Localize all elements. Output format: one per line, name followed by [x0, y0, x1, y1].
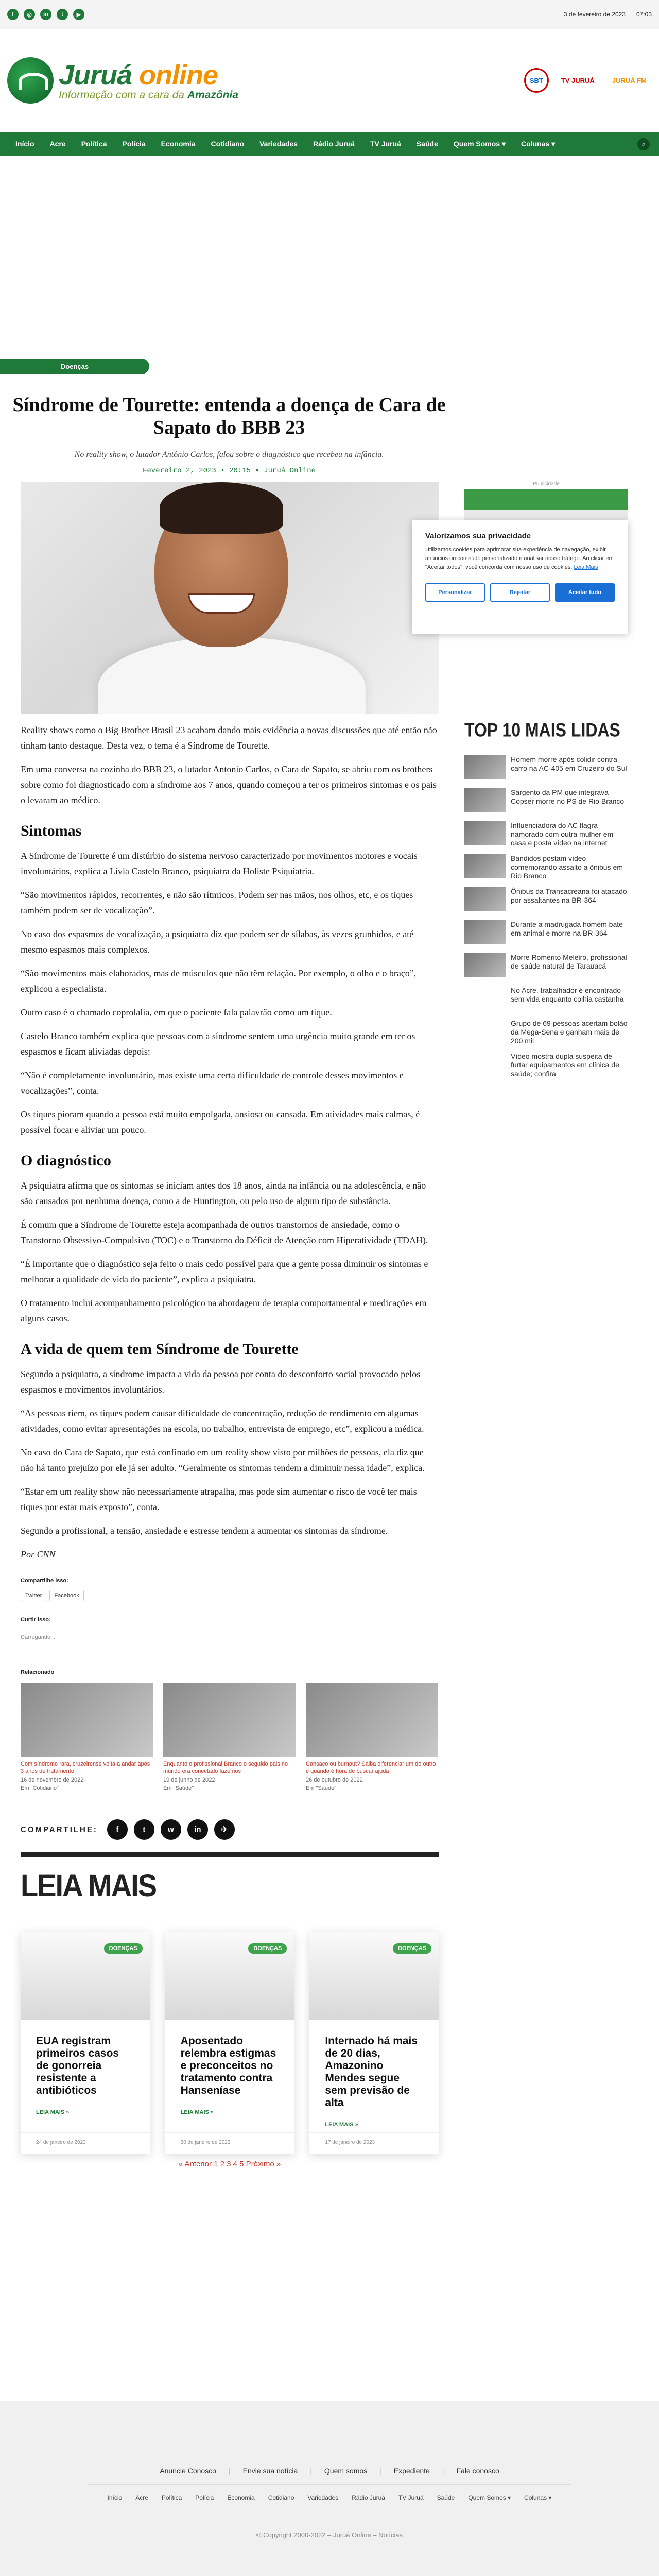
read-more-link[interactable]: LEIA MAIS »	[180, 2109, 214, 2115]
nav-item-radio[interactable]: Rádio Juruá	[313, 140, 355, 148]
shirt-shape	[98, 637, 366, 714]
linkedin-icon[interactable]: in	[40, 9, 51, 20]
paragraph: “Estar em um reality show não necessariamente atrapalha, mas pode sim aumentar o risco de você ter mais tiques por estar mais exposto”, conta.	[21, 1486, 417, 1512]
date-time	[564, 11, 652, 18]
list-thumbnail[interactable]	[464, 788, 506, 812]
hero-image	[21, 482, 439, 714]
section-heading: Sintomas	[21, 822, 82, 839]
footer-link[interactable]: Anuncie Conosco	[160, 2467, 216, 2475]
related-date: 19 de junho de 2022	[163, 1777, 215, 1783]
read-more-link[interactable]: LEIA MAIS »	[325, 2122, 358, 2128]
article-body	[21, 482, 439, 2168]
related-title[interactable]: Cansaço ou burnout? Saiba diferenciar um do outro e quando é hora de buscar ajuda	[306, 1761, 436, 1774]
footer-link[interactable]: Envie sua notícia	[242, 2467, 298, 2475]
card-title[interactable]: Internado há mais de 20 dias, Amazonino Mendes segue sem previsão de alta	[325, 2035, 418, 2109]
related-item[interactable]	[163, 1683, 296, 1791]
paragraph: “Não é completamente involuntário, mas existe uma certa dificuldade de controle desses movimentos e vocalizações”, conta.	[21, 1070, 404, 1096]
paragraph: Castelo Branco também explica que pessoas com a síndrome sentem uma urgência muito grande em ter os espasmos e ficam aliviadas depois:	[21, 1031, 415, 1057]
current-date: 3 de fevereiro de 2023	[563, 11, 626, 18]
paragraph: “São movimentos rápidos, recorrentes, e não são rítmicos. Podem ser nas mãos, nos olhos, etc, e os tiques também podem ser de vocalização”.	[21, 890, 413, 916]
list-item[interactable]	[464, 953, 628, 979]
ad-label: Publicidade	[533, 481, 560, 487]
list-item-title[interactable]: No Acre, trabalhador é encontrado sem vida enquanto colhia castanha	[511, 986, 624, 1003]
nav-item-economia[interactable]: Economia	[161, 140, 196, 148]
cookie-text	[425, 546, 615, 572]
list-item-title[interactable]: Morre Romerito Meleiro, profissional de saúde natural de Tarauacá	[511, 953, 627, 970]
share-label: COMPARTILHE:	[21, 1825, 98, 1834]
card-date: 24 de janeiro de 2023	[36, 2140, 86, 2145]
youtube-icon[interactable]: ▶	[73, 9, 84, 20]
tv-jurua-logo[interactable]: TV JURUÁ	[561, 76, 595, 84]
top10-list	[464, 755, 628, 1078]
related-label: Relacionado	[21, 1669, 55, 1675]
list-item[interactable]	[464, 821, 628, 847]
footer-nav-item[interactable]: Cotidiano	[268, 2494, 294, 2501]
card-title[interactable]: Aposentado relembra estigmas e preconceitos no tratamento contra Hanseníase	[180, 2035, 276, 2096]
paragraph: Reality shows como o Big Brother Brasil 23 acabam dando mais evidência a novas discussões que até então não tinham tanto destaque. Desta vez, o tema é a Síndrome de Tourette.	[21, 725, 437, 751]
list-item-title[interactable]: Grupo de 69 pessoas acertam bolão da Mega-Sena e ganham mais de 200 mil	[511, 1019, 628, 1045]
footer-nav-item[interactable]: Quem Somos ▾	[468, 2494, 511, 2501]
list-item-title[interactable]: Ônibus da Transacreana foi atacado por assaltantes na BR-364	[511, 887, 627, 904]
post-card[interactable]	[165, 1932, 294, 2154]
footer-link[interactable]: Expediente	[393, 2467, 430, 2475]
card-date: 17 de janeiro de 2023	[325, 2140, 375, 2145]
list-item-title[interactable]: Homem morre após colidir contra carro na AC-405 em Cruzeiro do Sul	[511, 755, 627, 772]
top10-title: TOP 10 MAIS LIDAS	[464, 719, 620, 741]
list-item[interactable]	[464, 788, 628, 814]
read-more-link[interactable]: LEIA MAIS »	[36, 2109, 70, 2115]
nav-item-acre[interactable]: Acre	[49, 140, 66, 148]
paragraph: Em uma conversa na cozinha do BBB 23, o lutador Antonio Carlos, o Cara de Sapato, se abriu com os brothers sobre como foi diagnosticado com a síndrome aos 7 anos, quando começou a ter os primeiros sintomas e os pais o levaram ao médico.	[21, 764, 437, 805]
post-card[interactable]	[21, 1932, 150, 2154]
telegram-share-icon[interactable]: ✈	[214, 1819, 235, 1840]
list-thumbnail[interactable]	[464, 854, 506, 878]
card-divider	[165, 2132, 294, 2133]
paragraph: Segundo a psiquiatra, a síndrome impacta a vida da pessoa por conta do desconforto social provocado pelos espasmos e movimentos involuntários.	[21, 1369, 421, 1395]
card-divider	[21, 2132, 150, 2133]
related-item[interactable]	[306, 1683, 438, 1791]
cookie-banner	[412, 520, 628, 634]
footer-link[interactable]: Fale conosco	[456, 2467, 499, 2475]
reject-button[interactable]: Rejeitar	[490, 583, 550, 602]
cookie-body: Utilizamos cookies para aprimorar sua experiência de navegação, exibir anúncios ou conteúdo personalizado e analisar nosso tráfego. Ao clicar em "Aceitar todos", você concorda com nosso uso de cookies.	[425, 547, 614, 570]
list-thumbnail[interactable]	[464, 1019, 506, 1043]
related-date: 26 de outubro de 2022	[306, 1777, 363, 1783]
facebook-icon[interactable]: f	[7, 9, 19, 20]
paragraph: A Síndrome de Tourette é um distúrbio do sistema nervoso caracterizado por movimentos motores e vocais involuntários, explica a Lívia Castelo Branco, psiquiatra da Holiste Psiquiatria.	[21, 851, 418, 876]
article-meta: Fevereiro 2, 2023 • 20:15 • Juruá Online	[142, 467, 316, 475]
list-thumbnail[interactable]	[464, 821, 506, 845]
site-logo[interactable]	[7, 57, 238, 104]
article-credit: Por CNN	[21, 1549, 56, 1560]
accept-all-button[interactable]: Aceitar tudo	[555, 583, 615, 602]
list-item[interactable]	[464, 920, 628, 946]
sbt-logo[interactable]: SBT	[524, 68, 549, 93]
list-thumbnail[interactable]	[464, 986, 506, 1010]
customize-button[interactable]: Personalizar	[425, 583, 485, 602]
paragraph: É comum que a Síndrome de Tourette esteja acompanhada de outros transtornos de ansiedade, como o Transtorno Obsessivo-Compulsivo (TOC) e o Transtorno do Déficit de Atenção com Hiperatividade (TDAH).	[21, 1219, 428, 1245]
post-card[interactable]	[309, 1932, 439, 2154]
divider: |	[310, 2467, 312, 2475]
list-item[interactable]	[464, 854, 628, 880]
jurua-fm-logo[interactable]: JURUÁ FM	[612, 76, 647, 84]
article-subtitle: No reality show, o lutador Antônio Carlos, falou sobre o diagnóstico que recebeu na infância.	[74, 450, 384, 459]
share-this-label: Compartilhe isso:	[21, 1578, 68, 1584]
current-time: 07:03	[636, 11, 652, 18]
paragraph: O tratamento inclui acompanhamento psicológico na abordagem de terapia comportamental e medicações em alguns casos.	[21, 1298, 427, 1324]
nav-item-inicio[interactable]: Início	[15, 140, 34, 148]
site-footer	[0, 2401, 659, 2576]
logo-tagline: Informação com a cara da	[59, 89, 187, 101]
footer-links	[0, 2467, 659, 2475]
share-buttons	[21, 1590, 439, 1601]
footer-nav-item[interactable]: Variedades	[307, 2494, 339, 2501]
nav-item-politica[interactable]: Política	[81, 140, 107, 148]
card-date: 20 de janeiro de 2023	[180, 2140, 231, 2145]
share-bar-bottom	[21, 1819, 439, 1857]
section-heading: O diagnóstico	[21, 1152, 111, 1169]
footer-link[interactable]: Quem somos	[324, 2467, 368, 2475]
list-item-title[interactable]: Bandidos postam vídeo comemorando assalto a ônibus em Rio Branco	[511, 854, 623, 880]
list-thumbnail[interactable]	[464, 953, 506, 977]
card-tag[interactable]: DOENÇAS	[393, 1943, 431, 1954]
nav-item-cotidiano[interactable]: Cotidiano	[211, 140, 245, 148]
logo-tagline-bold: Amazônia	[187, 89, 238, 101]
footer-nav-item[interactable]: Colunas ▾	[524, 2494, 552, 2501]
related-title[interactable]: Com síndrome rara, cruzeirense volta a andar após 3 anos de tratamento	[21, 1761, 150, 1774]
related-thumbnail[interactable]	[306, 1683, 438, 1757]
paragraph: Outro caso é o chamado coprolalia, em que o paciente fala palavrão como um tique.	[21, 1007, 332, 1018]
related-category: Em "Cotidiano"	[21, 1785, 59, 1791]
social-icons	[7, 9, 84, 20]
list-item[interactable]	[464, 1019, 628, 1045]
nav-item-policia[interactable]: Polícia	[122, 140, 146, 148]
category-badge[interactable]: Doenças	[0, 359, 149, 374]
cookie-link[interactable]: Leia Mais	[574, 564, 598, 570]
site-header	[0, 29, 659, 132]
cookie-title: Valorizamos sua privacidade	[425, 532, 531, 540]
paragraph: “As pessoas riem, os tiques podem causar dificuldade de concentração, redução de rendimento em algumas atividades, como evitar apresentações na escola, no trabalho, entrevista de emprego, etc”, explicou a médica.	[21, 1408, 424, 1434]
list-thumbnail[interactable]	[464, 755, 506, 779]
main-nav	[0, 132, 659, 156]
smile-shape	[188, 593, 255, 614]
related-thumbnail[interactable]	[163, 1683, 296, 1757]
twitter-icon[interactable]: t	[57, 9, 68, 20]
divider: |	[228, 2467, 231, 2475]
logo-name-a: Juruá	[59, 60, 132, 91]
list-item[interactable]	[464, 986, 628, 1012]
card-divider	[309, 2132, 439, 2133]
card-tag[interactable]: DOENÇAS	[104, 1943, 143, 1954]
section-heading: A vida de quem tem Síndrome de Tourette	[21, 1341, 299, 1358]
footer-divider	[88, 2484, 571, 2485]
nav-item-colunas[interactable]: Colunas ▾	[521, 140, 556, 148]
list-item-title[interactable]: Vídeo mostra dupla suspeita de furtar equipamentos em clínica de saúde; confira	[511, 1052, 619, 1078]
paragraph: “É importante que o diagnóstico seja feito o mais cedo possível para que a gente possa diminuir os sintomas e melhorar a qualidade de vida do paciente”, explica a psiquiatra.	[21, 1259, 428, 1284]
footer-nav-item[interactable]: TV Juruá	[398, 2494, 424, 2501]
list-item-title[interactable]: Durante a madrugada homem bate em animal e morre na BR-364	[511, 920, 623, 937]
related-item[interactable]	[21, 1683, 153, 1791]
list-thumbnail[interactable]	[464, 1052, 506, 1076]
divider: |	[442, 2467, 444, 2475]
nav-item-quem-somos[interactable]: Quem Somos ▾	[453, 140, 506, 148]
footer-nav-item[interactable]: Economia	[227, 2494, 255, 2501]
paragraph: “São movimentos mais elaborados, mas de músculos que não têm relação. Por exemplo, o olho e o braço”, explicou a especialista.	[21, 968, 417, 994]
related-title[interactable]: Enquanto o profissional Branco o seguido pais no mundo era conectado fazemos	[163, 1761, 288, 1774]
paragraph: Segundo a profissional, a tensão, ansiedade e estresse tendem a aumentar os sintomas da síndrome.	[21, 1526, 388, 1536]
footer-nav-item[interactable]: Polícia	[195, 2494, 214, 2501]
list-thumbnail[interactable]	[464, 887, 506, 911]
list-item[interactable]	[464, 1052, 628, 1078]
whatsapp-share-icon[interactable]: w	[161, 1819, 181, 1840]
partner-logos	[524, 68, 652, 93]
paragraph: No caso dos espasmos de vocalização, a psiquiatra diz que podem ser de sílabas, às vezes grunhidos, e até mesmo espasmos mais complexos.	[21, 929, 414, 955]
list-item[interactable]	[464, 887, 628, 913]
list-thumbnail[interactable]	[464, 920, 506, 944]
nav-item-saude[interactable]: Saúde	[416, 140, 438, 148]
list-item-title[interactable]: Influenciadora do AC flagra namorado com outra mulher em casa e posta vídeo na internet	[511, 821, 614, 847]
logo-name-b: online	[132, 60, 218, 91]
list-item-title[interactable]: Sargento da PM que integrava Copser morre no PS de Rio Branco	[511, 788, 625, 805]
related-date: 16 de novembro de 2022	[21, 1777, 84, 1783]
leia-mais-cards	[21, 1932, 439, 2154]
related-thumbnail[interactable]	[21, 1683, 153, 1757]
paragraph: A psiquiatra afirma que os sintomas se iniciam antes dos 18 anos, ainda na infância ou na adolescência, e não são causados por nenhuma doença, como a de Huntington, ou pelo uso de algum tipo de substância.	[21, 1180, 426, 1206]
loading-text: Carregando...	[21, 1634, 56, 1640]
list-item[interactable]	[464, 755, 628, 781]
top-bar	[0, 0, 659, 29]
page-title: Síndrome de Tourette: entenda a doença de Cara de Sapato do BBB 23	[12, 394, 446, 438]
footer-nav	[0, 2494, 659, 2501]
nav-item-tv[interactable]: TV Juruá	[370, 140, 401, 148]
instagram-icon[interactable]: ◎	[24, 9, 35, 20]
footer-nav-item[interactable]: Acre	[135, 2494, 148, 2501]
like-label: Curtir isso:	[21, 1617, 51, 1623]
facebook-share-icon[interactable]: f	[107, 1819, 128, 1840]
paragraph: Os tiques pioram quando a pessoa está muito empolgada, ansiosa ou cansada. Em atividades mais calmas, é possível focar e aliviar um pouco.	[21, 1109, 420, 1135]
pagination[interactable]: « Anterior 1 2 3 4 5 Próximo »	[178, 2160, 281, 2168]
logo-mark-icon	[7, 57, 54, 104]
footer-nav-item[interactable]: Política	[161, 2494, 182, 2501]
hair-shape	[160, 482, 283, 534]
related-posts	[21, 1683, 439, 1791]
card-tag[interactable]: DOENÇAS	[248, 1943, 287, 1954]
linkedin-share-icon[interactable]: in	[187, 1819, 208, 1840]
leia-mais-heading: LEIA MAIS	[21, 1867, 157, 1904]
nav-item-variedades[interactable]: Variedades	[259, 140, 298, 148]
twitter-share-icon[interactable]: t	[134, 1819, 154, 1840]
footer-nav-item[interactable]: Saúde	[437, 2494, 455, 2501]
twitter-button[interactable]: Twitter	[21, 1590, 46, 1601]
paragraph: No caso do Cara de Sapato, que está confinado em um reality show visto por milhões de pessoas, ela diz que não há tanto prejuízo por ele já ser adulto. “Geralmente os sintomas tendem a diminuir nessa idade”, explica.	[21, 1447, 425, 1473]
footer-nav-item[interactable]: Rádio Juruá	[352, 2494, 385, 2501]
cookie-buttons	[425, 583, 615, 602]
related-category: Em "Saúde"	[306, 1785, 337, 1791]
card-title[interactable]: EUA registram primeiros casos de gonorreia resistente a antibióticos	[36, 2035, 119, 2096]
search-icon[interactable]: ⌕	[637, 138, 650, 150]
facebook-button[interactable]: Facebook	[49, 1590, 83, 1601]
footer-nav-item[interactable]: Início	[107, 2494, 123, 2501]
related-category: Em "Saúde"	[163, 1785, 194, 1791]
divider: |	[379, 2467, 381, 2475]
copyright: © Copyright 2000-2022 – Juruá Online – Notícias	[256, 2531, 403, 2539]
